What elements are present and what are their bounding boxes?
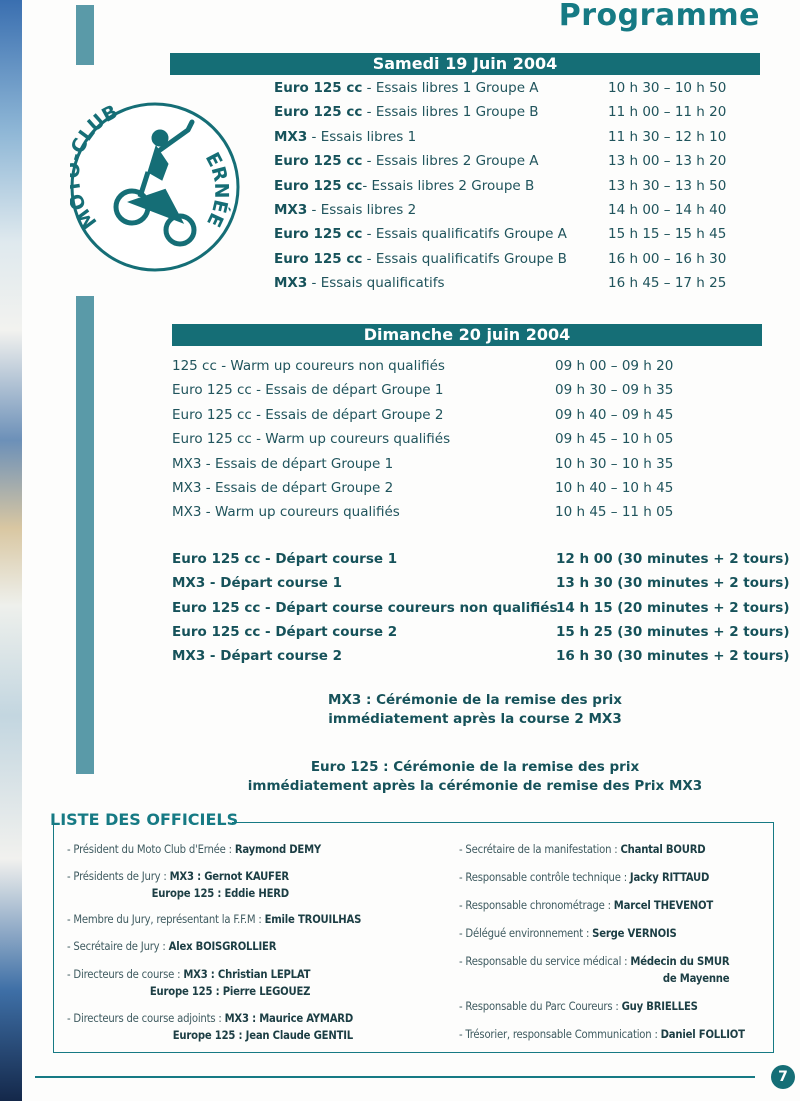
event-time: 09 h 40 – 09 h 45	[555, 406, 674, 423]
official-entry	[459, 843, 705, 856]
schedule-row	[274, 153, 764, 173]
event-time: 15 h 15 – 15 h 45	[608, 226, 727, 243]
event-time: 13 h 30 – 13 h 50	[608, 177, 727, 194]
event-time: 14 h 00 – 14 h 40	[608, 202, 727, 218]
official-entry-line2	[150, 985, 310, 998]
official-entry	[67, 940, 276, 953]
schedule-row	[274, 178, 764, 198]
ceremony-block	[170, 758, 780, 796]
official-role: - Responsable du Parc Coureurs :	[459, 1000, 622, 1013]
schedule-row	[172, 480, 762, 500]
event-category: Euro 125 cc	[274, 153, 363, 170]
event-description: MX3 - Essais de départ Groupe 1	[172, 455, 394, 472]
officials-title: LISTE DES OFFICIELS	[50, 810, 239, 829]
schedule-row	[274, 251, 764, 271]
event-category: Euro 125 cc	[274, 104, 363, 121]
official-role: - Membre du Jury, représentant la F.F.M :	[67, 913, 265, 926]
race-time: 15 h 25 (30 minutes + 2 tours)	[556, 623, 790, 640]
left-edge-photo-strip	[0, 0, 22, 1101]
event-description: Euro 125 cc - Essais de départ Groupe 2	[172, 406, 444, 423]
event-time: 10 h 30 – 10 h 50	[608, 80, 727, 96]
logo-text-right: ERNÉE	[200, 148, 233, 231]
official-name: Médecin du SMUR	[630, 955, 730, 968]
event-description: - Essais libres 2 Groupe B	[362, 177, 535, 194]
official-name: Guy BRIELLES	[621, 1000, 698, 1013]
event-time: 10 h 45 – 11 h 05	[555, 504, 674, 521]
race-description: Euro 125 cc - Départ course coureurs non qualifiés	[172, 599, 558, 616]
official-name: MX3 : Gernot KAUFER	[169, 870, 289, 883]
official-name: Jacky RITTAUD	[629, 871, 710, 884]
ceremony-line: immédiatement après la cérémonie de remise des Prix MX3	[247, 778, 703, 794]
race-time: 13 h 30 (30 minutes + 2 tours)	[556, 575, 790, 592]
event-category: Euro 125 cc	[274, 250, 363, 267]
official-name: Europe 125 : Eddie HERD	[151, 887, 289, 900]
page-number: 7	[771, 1065, 795, 1089]
race-description: MX3 - Départ course 1	[172, 575, 343, 592]
event-category: MX3	[274, 202, 308, 218]
saturday-header: Samedi 19 Juin 2004	[170, 53, 760, 75]
event-description: Euro 125 cc - Warm up coureurs qualifiés	[172, 431, 451, 448]
event-category: Euro 125 cc	[274, 177, 363, 194]
event-time: 10 h 30 – 10 h 35	[555, 455, 674, 472]
official-name: Raymond DEMY	[234, 843, 322, 856]
official-entry-line2	[663, 972, 730, 985]
official-role: - Secrétaire de Jury :	[67, 940, 169, 953]
event-category: Euro 125 cc	[274, 80, 363, 96]
official-role: - Responsable du service médical :	[459, 955, 631, 968]
official-name: Emile TROUILHAS	[264, 913, 362, 926]
official-entry	[67, 968, 310, 981]
official-entry	[459, 899, 713, 912]
official-entry	[459, 871, 709, 884]
official-role: - Président du Moto Club d'Ernée :	[67, 843, 235, 856]
decor-bar-side	[76, 296, 94, 774]
official-role: - Directeurs de course adjoints :	[67, 1012, 225, 1025]
event-time: 09 h 00 – 09 h 20	[555, 358, 674, 374]
event-description: - Essais qualificatifs Groupe A	[362, 226, 567, 243]
page-title: Programme	[558, 0, 760, 33]
official-entry	[67, 913, 361, 926]
event-description: - Essais libres 1	[307, 128, 417, 145]
race-description: Euro 125 cc - Départ course 2	[172, 623, 398, 640]
event-time: 13 h 00 – 13 h 20	[608, 153, 727, 170]
race-row	[172, 648, 790, 668]
schedule-row	[274, 104, 764, 124]
schedule-row	[172, 431, 762, 451]
official-role: - Trésorier, responsable Communication :	[459, 1028, 661, 1041]
schedule-row	[172, 358, 762, 378]
official-role: - Responsable contrôle technique :	[459, 871, 630, 884]
event-time: 16 h 00 – 16 h 30	[608, 250, 727, 267]
race-time: 14 h 15 (20 minutes + 2 tours)	[556, 599, 790, 616]
official-name: Marcel THEVENOT	[613, 899, 713, 912]
official-name: Daniel FOLLIOT	[660, 1028, 745, 1041]
official-entry	[459, 1000, 698, 1013]
official-entry	[459, 927, 677, 940]
race-time: 16 h 30 (30 minutes + 2 tours)	[556, 648, 790, 665]
official-entry	[67, 1012, 353, 1025]
official-name: Alex BOISGROLLIER	[168, 940, 277, 953]
official-name: MX3 : Maurice AYMARD	[224, 1012, 353, 1025]
event-time: 10 h 40 – 10 h 45	[555, 480, 674, 496]
official-role: - Présidents de Jury :	[67, 870, 170, 883]
schedule-row	[274, 129, 764, 149]
event-description: - Essais libres 2 Groupe A	[362, 153, 539, 170]
logo-text-top: M LUB	[72, 102, 122, 233]
event-time: 09 h 30 – 09 h 35	[555, 382, 674, 399]
moto-club-logo	[70, 102, 240, 272]
race-row	[172, 623, 790, 644]
official-role: - Responsable chronométrage :	[459, 899, 614, 912]
official-name: Chantal BOURD	[620, 843, 706, 856]
footer-rule	[35, 1076, 755, 1078]
event-time: 11 h 30 – 12 h 10	[608, 128, 727, 145]
event-description: - Essais libres 2	[307, 202, 417, 218]
schedule-row	[172, 407, 762, 427]
event-time: 09 h 45 – 10 h 05	[555, 431, 674, 448]
event-category: Euro 125 cc	[274, 226, 363, 243]
decor-bar-top	[76, 5, 94, 65]
official-name: Europe 125 : Pierre LEGOUEZ	[149, 985, 311, 998]
official-role: - Secrétaire de la manifestation :	[459, 843, 621, 856]
event-category: MX3	[274, 275, 308, 292]
official-name: Serge VERNOIS	[592, 927, 677, 940]
event-description: MX3 - Essais de départ Groupe 2	[172, 480, 394, 496]
ceremony-line: Euro 125 : Cérémonie de la remise des prix	[310, 759, 640, 775]
official-entry	[67, 870, 289, 883]
event-time: 11 h 00 – 11 h 20	[608, 104, 727, 121]
race-row	[172, 575, 790, 595]
ceremony-line: immédiatement après la course 2 MX3	[328, 711, 622, 727]
race-row	[172, 551, 790, 571]
race-description: MX3 - Départ course 2	[172, 648, 343, 665]
ceremony-block	[170, 691, 780, 729]
schedule-row	[274, 275, 764, 295]
official-name: Europe 125 : Jean Claude GENTIL	[172, 1029, 353, 1042]
official-entry-line2	[152, 887, 289, 900]
event-description: - Essais qualificatifs Groupe B	[362, 250, 567, 267]
event-category: MX3	[274, 128, 308, 145]
event-time: 16 h 45 – 17 h 25	[608, 275, 727, 292]
race-row	[172, 599, 790, 620]
schedule-row	[274, 226, 764, 246]
official-name: de Mayenne	[662, 972, 730, 985]
event-description: 125 cc - Warm up coureurs non qualifiés	[172, 358, 445, 374]
event-description: - Essais qualificatifs	[307, 275, 445, 292]
schedule-row	[172, 456, 762, 476]
schedule-row	[172, 504, 762, 524]
event-description: Euro 125 cc - Essais de départ Groupe 1	[172, 382, 444, 399]
official-entry	[67, 843, 321, 856]
schedule-row	[274, 80, 764, 100]
official-entry	[459, 1028, 745, 1041]
official-entry-line2	[173, 1029, 353, 1042]
event-description: - Essais libres 1 Groupe A	[362, 80, 539, 96]
race-description: Euro 125 cc - Départ course 1	[172, 551, 398, 567]
official-role: - Délégué environnement :	[459, 927, 593, 940]
event-description: - Essais libres 1 Groupe B	[362, 104, 539, 121]
race-time: 12 h 00 (30 minutes + 2 tours)	[556, 551, 790, 567]
official-role: - Directeurs de course :	[67, 968, 184, 981]
official-name: MX3 : Christian LEPLAT	[183, 968, 311, 981]
schedule-row	[274, 202, 764, 222]
ceremony-line: MX3 : Cérémonie de la remise des prix	[328, 692, 622, 708]
official-entry	[459, 955, 729, 968]
sunday-header: Dimanche 20 juin 2004	[172, 324, 762, 346]
event-description: MX3 - Warm up coureurs qualifiés	[172, 504, 400, 521]
schedule-row	[172, 382, 762, 402]
